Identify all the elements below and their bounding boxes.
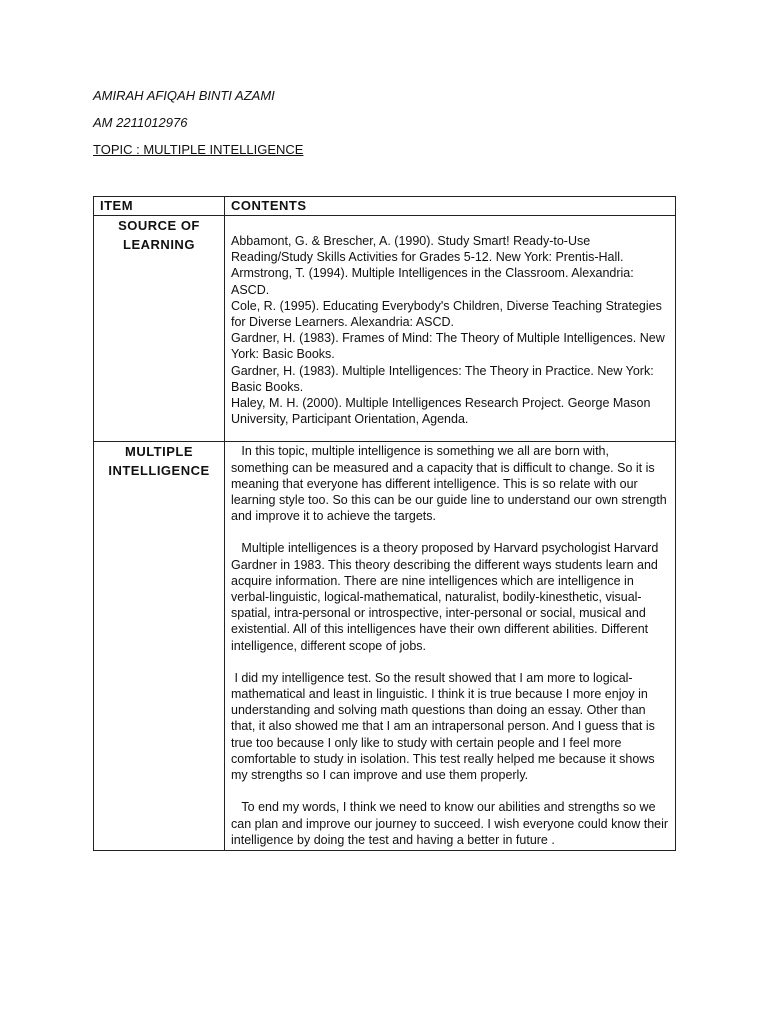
- paragraph: I did my intelligence test. So the result showed that I am more to logical-mathematical and least in linguistic. I think it is true because I more enjoy in understanding and solving math questions than doing an essay. Other than that, it also showed me that I am an intrapersonal person. And I guess that is true too because I only like to study with certain people and I feel more comfortable to study in isolation. This test really helped me because it shows my strengths so I can improve and use them properly.: [231, 670, 659, 783]
- reference-entry: Gardner, H. (1983). Frames of Mind: The Theory of Multiple Intelligences. New York: Basic Books.: [231, 331, 665, 362]
- reference-entry: Abbamont, G. & Brescher, A. (1990). Study Smart! Ready-to-Use Reading/Study Skills Activities for Grades 5-12. New York: Prentis-Hall.: [231, 234, 624, 265]
- column-header-contents: CONTENTS: [225, 197, 676, 216]
- row-content-multiple-intelligence: [225, 442, 676, 850]
- student-id: AM 2211012976: [93, 115, 188, 130]
- content-table: [93, 196, 676, 851]
- reference-entry: Armstrong, T. (1994). Multiple Intelligences in the Classroom. Alexandria: ASCD.: [231, 266, 634, 297]
- table-row-source-of-learning: [94, 216, 676, 442]
- row-content-sources: [225, 216, 676, 442]
- reference-entry: Gardner, H. (1983). Multiple Intelligences: The Theory in Practice. New York: Basic Books.: [231, 363, 654, 394]
- student-name: AMIRAH AFIQAH BINTI AZAMI: [93, 88, 275, 103]
- table-header-row: [94, 197, 676, 216]
- topic-title: TOPIC : MULTIPLE INTELLIGENCE: [93, 142, 304, 157]
- paragraph: Multiple intelligences is a theory proposed by Harvard psychologist Harvard Gardner in 1983. This theory describing the different ways students learn and acquire information. There are nine intelligences which are intelligence in verbal-linguistic, logical-mathematical, naturalist, bodily-kinesthetic, visual-spatial, intra-personal or introspective, inter-personal or social, musical and existential. All of this intelligences have their own different abilities. Different intelligence, different scope of jobs.: [231, 541, 662, 653]
- reference-entry: Cole, R. (1995). Educating Everybody's Children, Diverse Teaching Strategies for Diverse Learners. Alexandria: ASCD.: [231, 298, 662, 330]
- row-label-multiple-intelligence: MULTIPLE INTELLIGENCE: [94, 442, 225, 850]
- reference-entry: Haley, M. H. (2000). Multiple Intelligences Research Project. George Mason University, Participant Orientation, Agenda.: [231, 396, 651, 427]
- paragraph: In this topic, multiple intelligence is something we all are born with, something can be measured and a capacity that is difficult to change. So it is meaning that everyone has different intelligence. This is so relate with our learning style too. So this can be our guide line to understand our own strength and improve it to achieve the targets.: [231, 444, 671, 524]
- row-label-source-of-learning: SOURCE OF LEARNING: [94, 216, 225, 442]
- paragraph: To end my words, I think we need to know our abilities and strengths so we can plan and improve our journey to succeed. I wish everyone could know their intelligence by doing the test and having a better in future .: [231, 800, 672, 847]
- column-header-item: ITEM: [94, 197, 225, 216]
- table-row-multiple-intelligence: [94, 442, 676, 850]
